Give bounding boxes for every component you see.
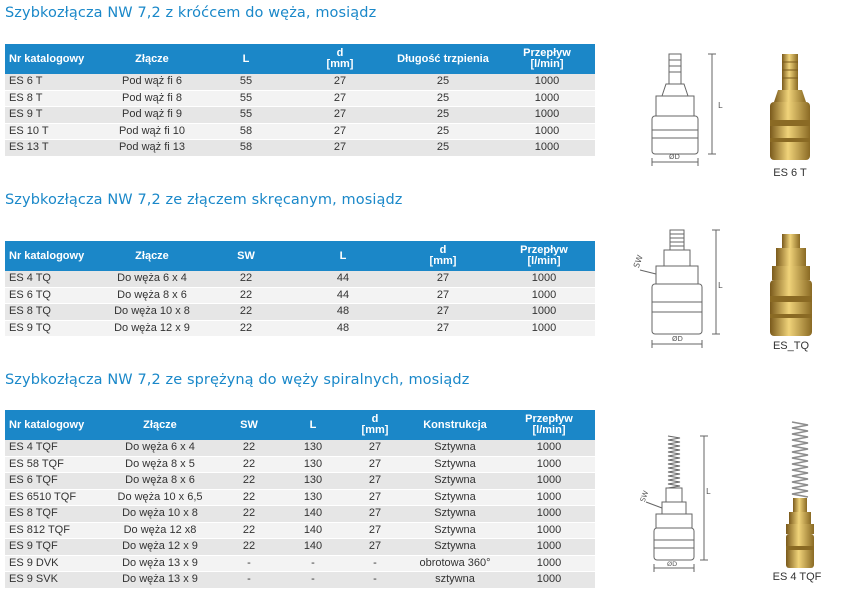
header-length: L xyxy=(283,410,343,440)
dimension-label-length: L xyxy=(718,281,723,290)
technical-drawing-screw-connection xyxy=(628,226,724,354)
section-title-hose-tail: Szybkozłącza NW 7,2 z króćcem do węża, mosiądz xyxy=(5,5,377,21)
photo-caption-es-tq: ES_TQ xyxy=(772,340,810,352)
header-flow: Przepływ [l/min] xyxy=(503,410,595,440)
header-catalog-no: Nr katalogowy xyxy=(5,44,105,74)
photo-caption-es-4-tqf: ES 4 TQF xyxy=(772,571,822,583)
table-row: ES 10 T Pod wąż fi 10 58 27 25 1000 xyxy=(5,123,595,140)
header-length: L xyxy=(199,44,293,74)
table-row: ES 812 TQF Do węża 12 x8 22 140 27 Sztywna 1000 xyxy=(5,522,595,539)
table-row: ES 13 T Pod wąż fi 13 58 27 25 1000 xyxy=(5,140,595,157)
table-row: ES 58 TQF Do węża 8 x 5 22 130 27 Sztywna 1000 xyxy=(5,456,595,473)
product-photo-es-6-t xyxy=(764,54,816,164)
header-wrench-size: SW xyxy=(199,241,293,271)
photo-caption-es-6-t: ES 6 T xyxy=(773,167,807,179)
technical-drawing-hose-tail xyxy=(632,52,722,170)
header-catalog-no: Nr katalogowy xyxy=(5,410,105,440)
product-photo-es-4-tqf xyxy=(778,420,822,570)
table-row: ES 6 T Pod wąż fi 6 55 27 25 1000 xyxy=(5,74,595,90)
table-row: ES 9 DVK Do węża 13 x 9 - - - obrotowa 360° 1000 xyxy=(5,555,595,572)
header-flow: Przepływ [l/min] xyxy=(499,44,595,74)
header-catalog-no: Nr katalogowy xyxy=(5,241,105,271)
header-length: L xyxy=(293,241,393,271)
dimension-label-length: L xyxy=(718,101,723,110)
table-row: ES 4 TQF Do węża 6 x 4 22 130 27 Sztywna 1000 xyxy=(5,440,595,456)
section-title-spring-connector: Szybkozłącza NW 7,2 ze sprężyną do węży spiralnych, mosiądz xyxy=(5,372,470,388)
dimension-label-diameter: ØD xyxy=(669,153,680,161)
header-flow: Przepływ [l/min] xyxy=(493,241,595,271)
table-row: ES 8 TQ Do węża 10 x 8 22 48 27 1000 xyxy=(5,304,595,321)
dimension-label-diameter: ØD xyxy=(667,560,678,568)
dimension-label-wrench: SW xyxy=(638,489,651,504)
header-connector: Złącze xyxy=(105,241,199,271)
header-diameter: d [mm] xyxy=(293,44,387,74)
header-diameter: d [mm] xyxy=(343,410,407,440)
table-row: ES 6 TQF Do węża 8 x 6 22 130 27 Sztywna 1000 xyxy=(5,473,595,490)
dimension-label-diameter: ØD xyxy=(672,335,683,343)
header-connector: Złącze xyxy=(105,410,215,440)
dimension-label-wrench: SW xyxy=(631,253,645,270)
product-photo-es-tq xyxy=(764,234,818,338)
table-row: ES 4 TQ Do węża 6 x 4 22 44 27 1000 xyxy=(5,271,595,287)
table-row: ES 9 T Pod wąż fi 9 55 27 25 1000 xyxy=(5,107,595,124)
table-screw-connection xyxy=(5,241,595,337)
header-connector: Złącze xyxy=(105,44,199,74)
header-construction: Konstrukcja xyxy=(407,410,503,440)
technical-drawing-spring-connector xyxy=(634,432,714,574)
table-row: ES 8 TQF Do węża 10 x 8 22 140 27 Sztywna 1000 xyxy=(5,506,595,523)
table-row: ES 9 TQ Do węża 12 x 9 22 48 27 1000 xyxy=(5,320,595,337)
table-row: ES 8 T Pod wąż fi 8 55 27 25 1000 xyxy=(5,90,595,107)
section-title-screw-connection: Szybkozłącza NW 7,2 ze złączem skręcanym, mosiądz xyxy=(5,192,403,208)
header-spigot-length: Długość trzpienia xyxy=(387,44,499,74)
header-diameter: d [mm] xyxy=(393,241,493,271)
table-row: ES 6510 TQF Do węża 10 x 6,5 22 130 27 Sztywna 1000 xyxy=(5,489,595,506)
table-row: ES 9 TQF Do węża 12 x 9 22 140 27 Sztywna 1000 xyxy=(5,539,595,556)
table-spring-connector xyxy=(5,410,595,589)
table-hose-tail xyxy=(5,44,595,157)
header-wrench-size: SW xyxy=(215,410,283,440)
dimension-label-length: L xyxy=(706,487,711,496)
table-row: ES 9 SVK Do węża 13 x 9 - - - sztywna 1000 xyxy=(5,572,595,589)
table-row: ES 6 TQ Do węża 8 x 6 22 44 27 1000 xyxy=(5,287,595,304)
